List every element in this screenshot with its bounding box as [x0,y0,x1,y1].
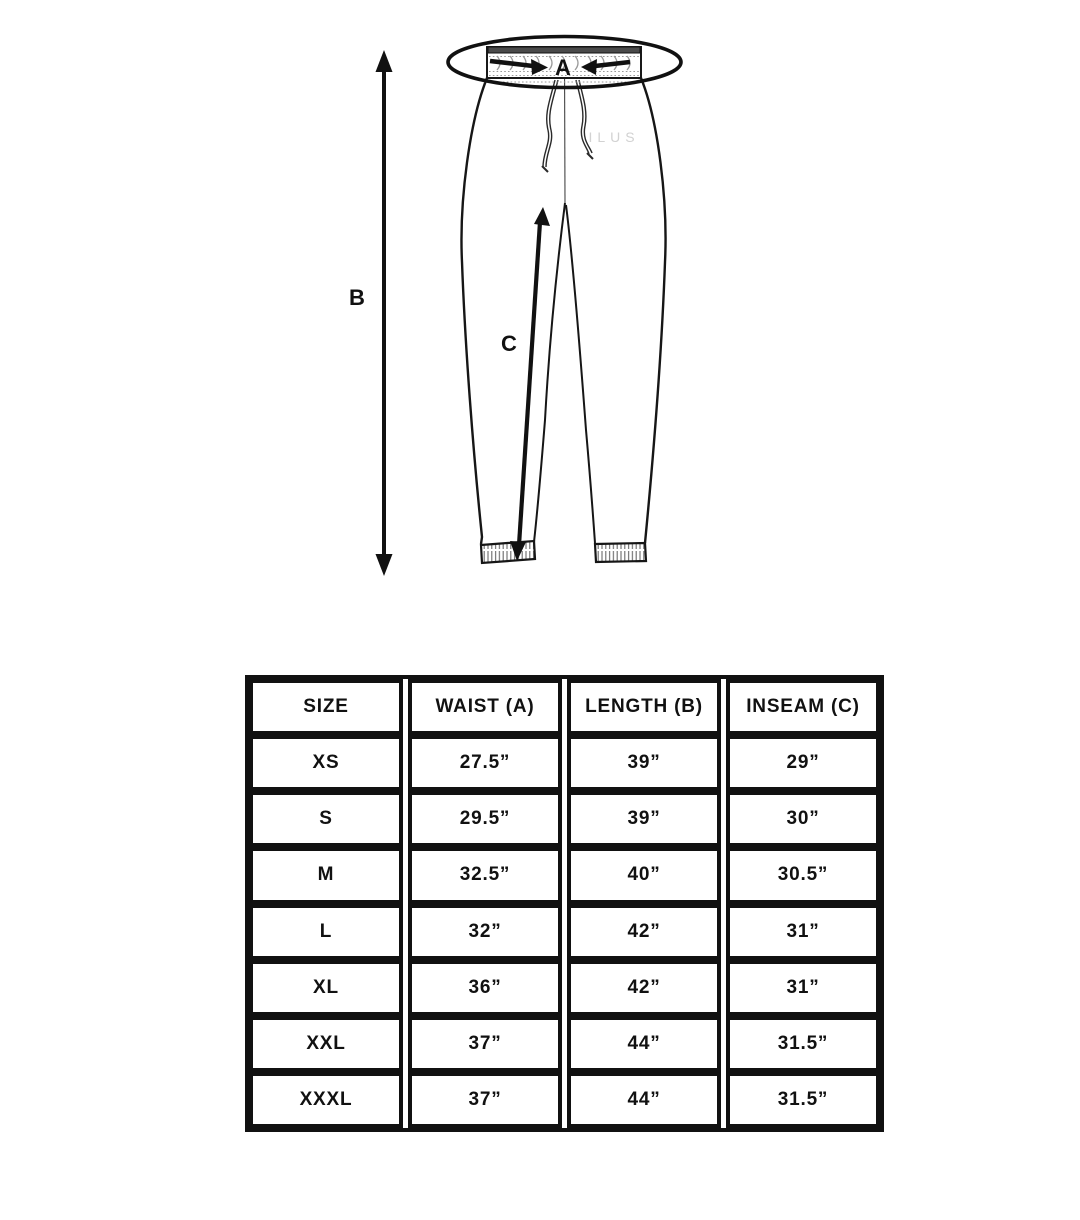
label-waist-a: A [555,55,571,80]
measurement-cell: 42” [567,960,721,1016]
measurement-cell: 32” [408,904,562,960]
watermark-text: ILUS [588,129,640,145]
size-cell: XS [249,735,403,791]
pants-silhouette [462,78,666,563]
measurement-cell: 37” [408,1072,562,1128]
size-cell: M [249,847,403,903]
measurement-cell: 31” [726,904,880,960]
measurement-cell: 29.5” [408,791,562,847]
measurement-cell: 44” [567,1016,721,1072]
measurement-cell: 39” [567,791,721,847]
length-arrow [376,50,393,576]
measurement-cell: 40” [567,847,721,903]
measurement-cell: 31.5” [726,1072,880,1128]
measurement-cell: 29” [726,735,880,791]
measurement-cell: 30.5” [726,847,880,903]
label-inseam-c: C [501,331,517,356]
measurement-cell: 31” [726,960,880,1016]
size-cell: XL [249,960,403,1016]
table-header-cell: SIZE [249,679,403,735]
size-cell: L [249,904,403,960]
table-header-cell: LENGTH (B) [567,679,721,735]
table-header-cell: WAIST (A) [408,679,562,735]
measurement-cell: 27.5” [408,735,562,791]
measurement-cell: 37” [408,1016,562,1072]
size-cell: S [249,791,403,847]
measurement-cell: 32.5” [408,847,562,903]
measurement-cell: 39” [567,735,721,791]
left-cuff [481,541,535,563]
label-length-b: B [349,285,365,310]
measurement-cell: 30” [726,791,880,847]
measurement-cell: 36” [408,960,562,1016]
table-header-cell: INSEAM (C) [726,679,880,735]
measurement-cell: 42” [567,904,721,960]
size-cell: XXL [249,1016,403,1072]
size-cell: XXXL [249,1072,403,1128]
size-chart-table [245,675,884,1132]
measurement-cell: 44” [567,1072,721,1128]
measurement-cell: 31.5” [726,1016,880,1072]
right-cuff [595,543,646,562]
